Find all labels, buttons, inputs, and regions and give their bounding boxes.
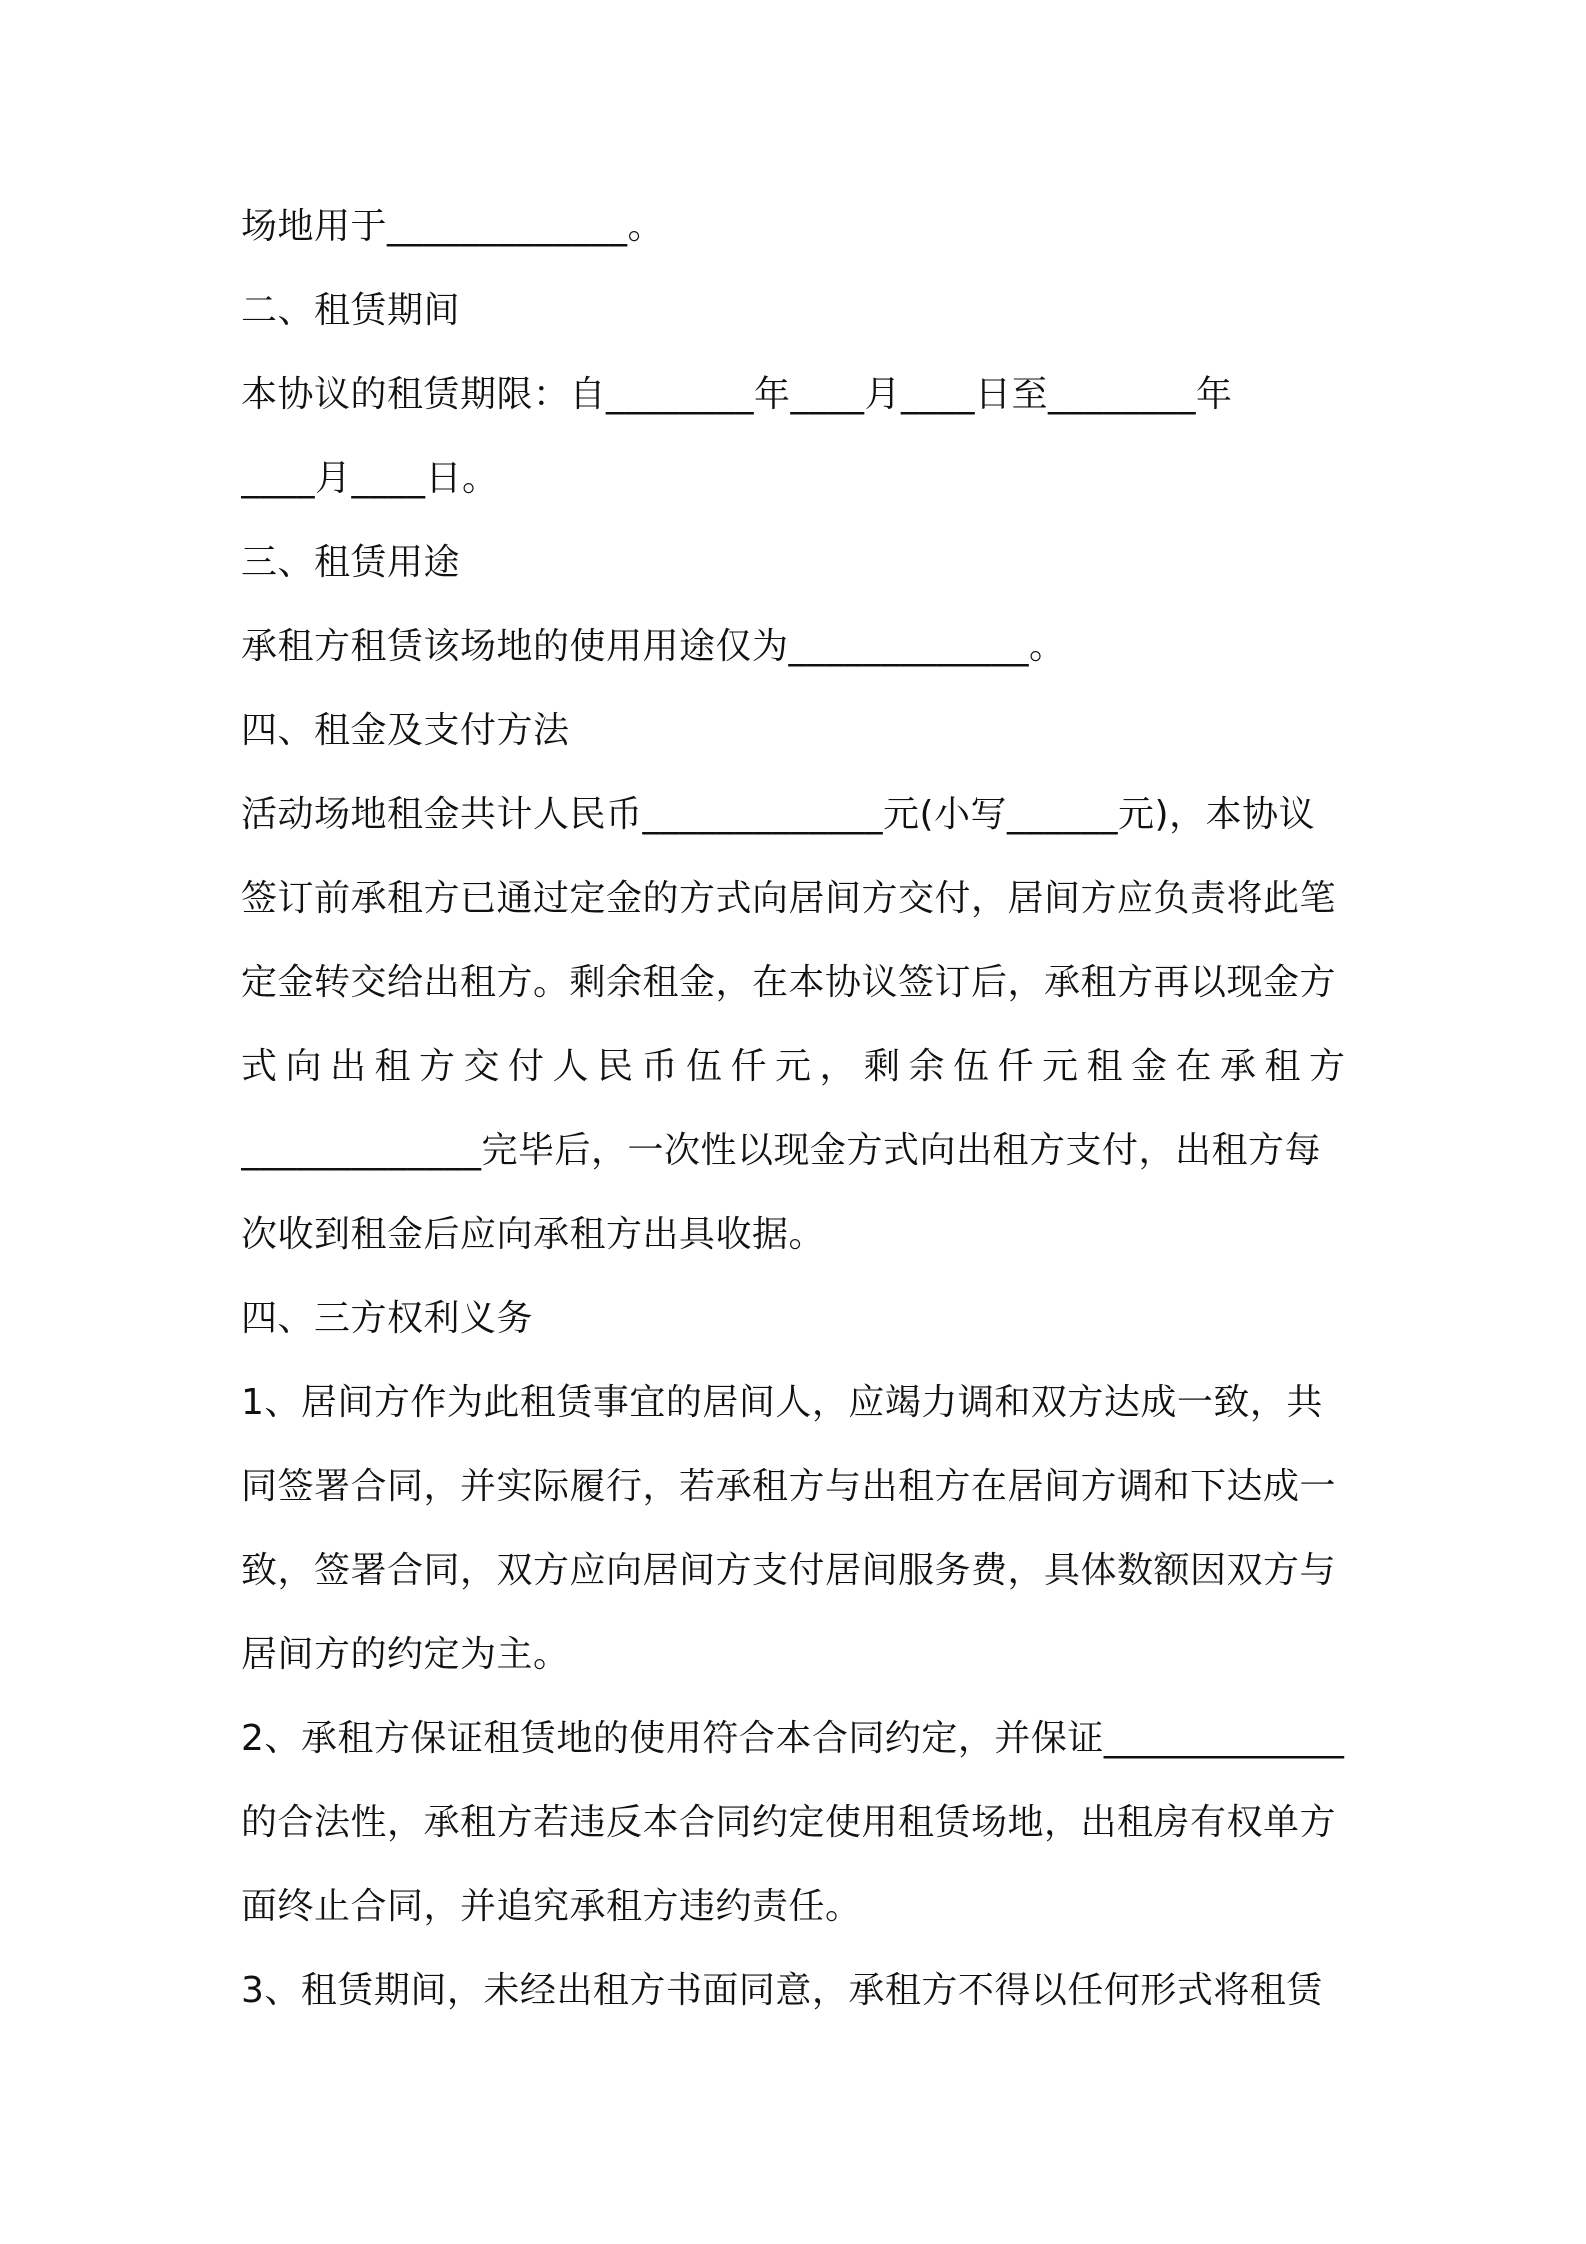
text-line: 居间方的约定为主。 <box>241 1634 570 1675</box>
text-line: 次收到租金后应向承租方出具收据。 <box>241 1214 826 1255</box>
text-line: 本协议的租赁期限：自________年____月____日至________年 <box>241 374 1233 415</box>
text-line: 承租方租赁该场地的使用用途仅为_____________。 <box>241 626 1066 667</box>
section-heading: 四、三方权利义务 <box>241 1298 534 1339</box>
section-heading: 二、租赁期间 <box>241 290 461 331</box>
text-line: 的合法性，承租方若违反本合同约定使用租赁场地，出租房有权单方 <box>241 1802 1337 1843</box>
section-heading: 四、租金及支付方法 <box>241 710 570 751</box>
text-line: 场地用于_____________。 <box>241 206 665 247</box>
text-line: 3、租赁期间，未经出租方书面同意，承租方不得以任何形式将租赁 <box>241 1970 1323 2011</box>
text-line: _____________完毕后，一次性以现金方式向出租方支付，出租方每 <box>241 1130 1322 1171</box>
text-line: 式向出租方交付人民币伍仟元，剩余伍仟元租金在承租方 <box>241 1046 1354 1087</box>
text-line: 2、承租方保证租赁地的使用符合本合同约定，并保证_____________ <box>241 1718 1345 1759</box>
text-line: 活动场地租金共计人民币_____________元(小写______元)，本协议 <box>241 794 1316 835</box>
text-line: 同签署合同，并实际履行，若承租方与出租方在居间方调和下达成一 <box>241 1466 1337 1507</box>
section-heading: 三、租赁用途 <box>241 542 461 583</box>
text-line: 面终止合同，并追究承租方违约责任。 <box>241 1886 862 1927</box>
text-line: 签订前承租方已通过定金的方式向居间方交付，居间方应负责将此笔 <box>241 878 1337 919</box>
text-line: 定金转交给出租方。剩余租金，在本协议签订后，承租方再以现金方 <box>241 962 1337 1003</box>
text-line: 致，签署合同，双方应向居间方支付居间服务费，具体数额因双方与 <box>241 1550 1337 1591</box>
text-line: ____月____日。 <box>241 458 499 499</box>
text-line: 1、居间方作为此租赁事宜的居间人，应竭力调和双方达成一致，共 <box>241 1382 1323 1423</box>
